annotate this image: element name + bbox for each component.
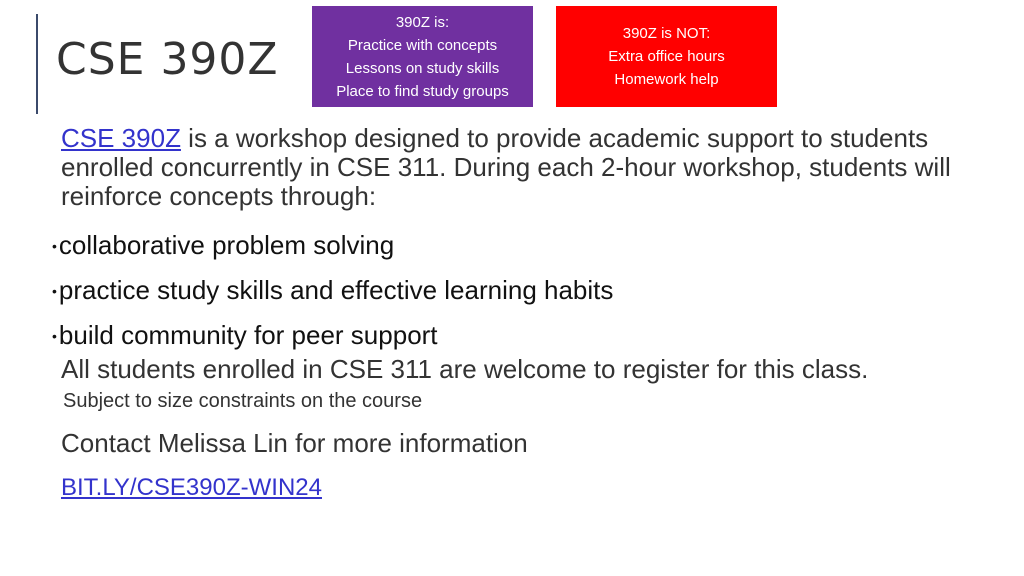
list-item	[52, 224, 613, 269]
list-item-text: collaborative problem solving	[58, 230, 395, 260]
is-box-line: Practice with concepts	[347, 36, 498, 54]
contact-text: Contact Melissa Lin for more information	[61, 428, 528, 458]
welcome-text: All students enrolled in CSE 311 are welcome to register for this class.	[61, 354, 869, 384]
is-box-line: Lessons on study skills	[345, 59, 500, 77]
course-link[interactable]: CSE 390Z	[61, 123, 181, 153]
slide-title: CSE 390Z	[56, 34, 279, 85]
bullet-icon: •	[52, 238, 57, 255]
list-item	[52, 314, 613, 359]
size-note: Subject to size constraints on the course	[63, 390, 423, 412]
title-accent-line	[36, 14, 38, 114]
intro-paragraph	[61, 124, 961, 211]
is-not-box-line: Extra office hours	[608, 48, 725, 65]
intro-phrase: is a workshop	[180, 123, 348, 153]
is-box-line: Place to find study groups	[336, 82, 509, 100]
bullet-icon: •	[52, 328, 57, 345]
is-not-box-heading: 390Z is NOT:	[622, 25, 711, 42]
list-item-text: build community for peer support	[58, 319, 438, 350]
list-item	[52, 269, 613, 314]
is-not-box	[556, 6, 777, 107]
list-item-text: practice study skills and effective learning habits	[58, 274, 614, 305]
is-not-box-line: Homework help	[614, 71, 719, 88]
bullet-icon: •	[52, 283, 57, 300]
is-box-heading: 390Z is:	[395, 13, 450, 31]
registration-link[interactable]: BIT.LY/CSE390Z-WIN24	[61, 474, 322, 501]
intro-text: designed to provide academic support to students enrolled concurrently in CSE 311. During each 2-hour workshop, students will reinforce concepts through:	[61, 123, 951, 211]
is-box	[312, 6, 533, 107]
activity-list	[52, 224, 613, 359]
